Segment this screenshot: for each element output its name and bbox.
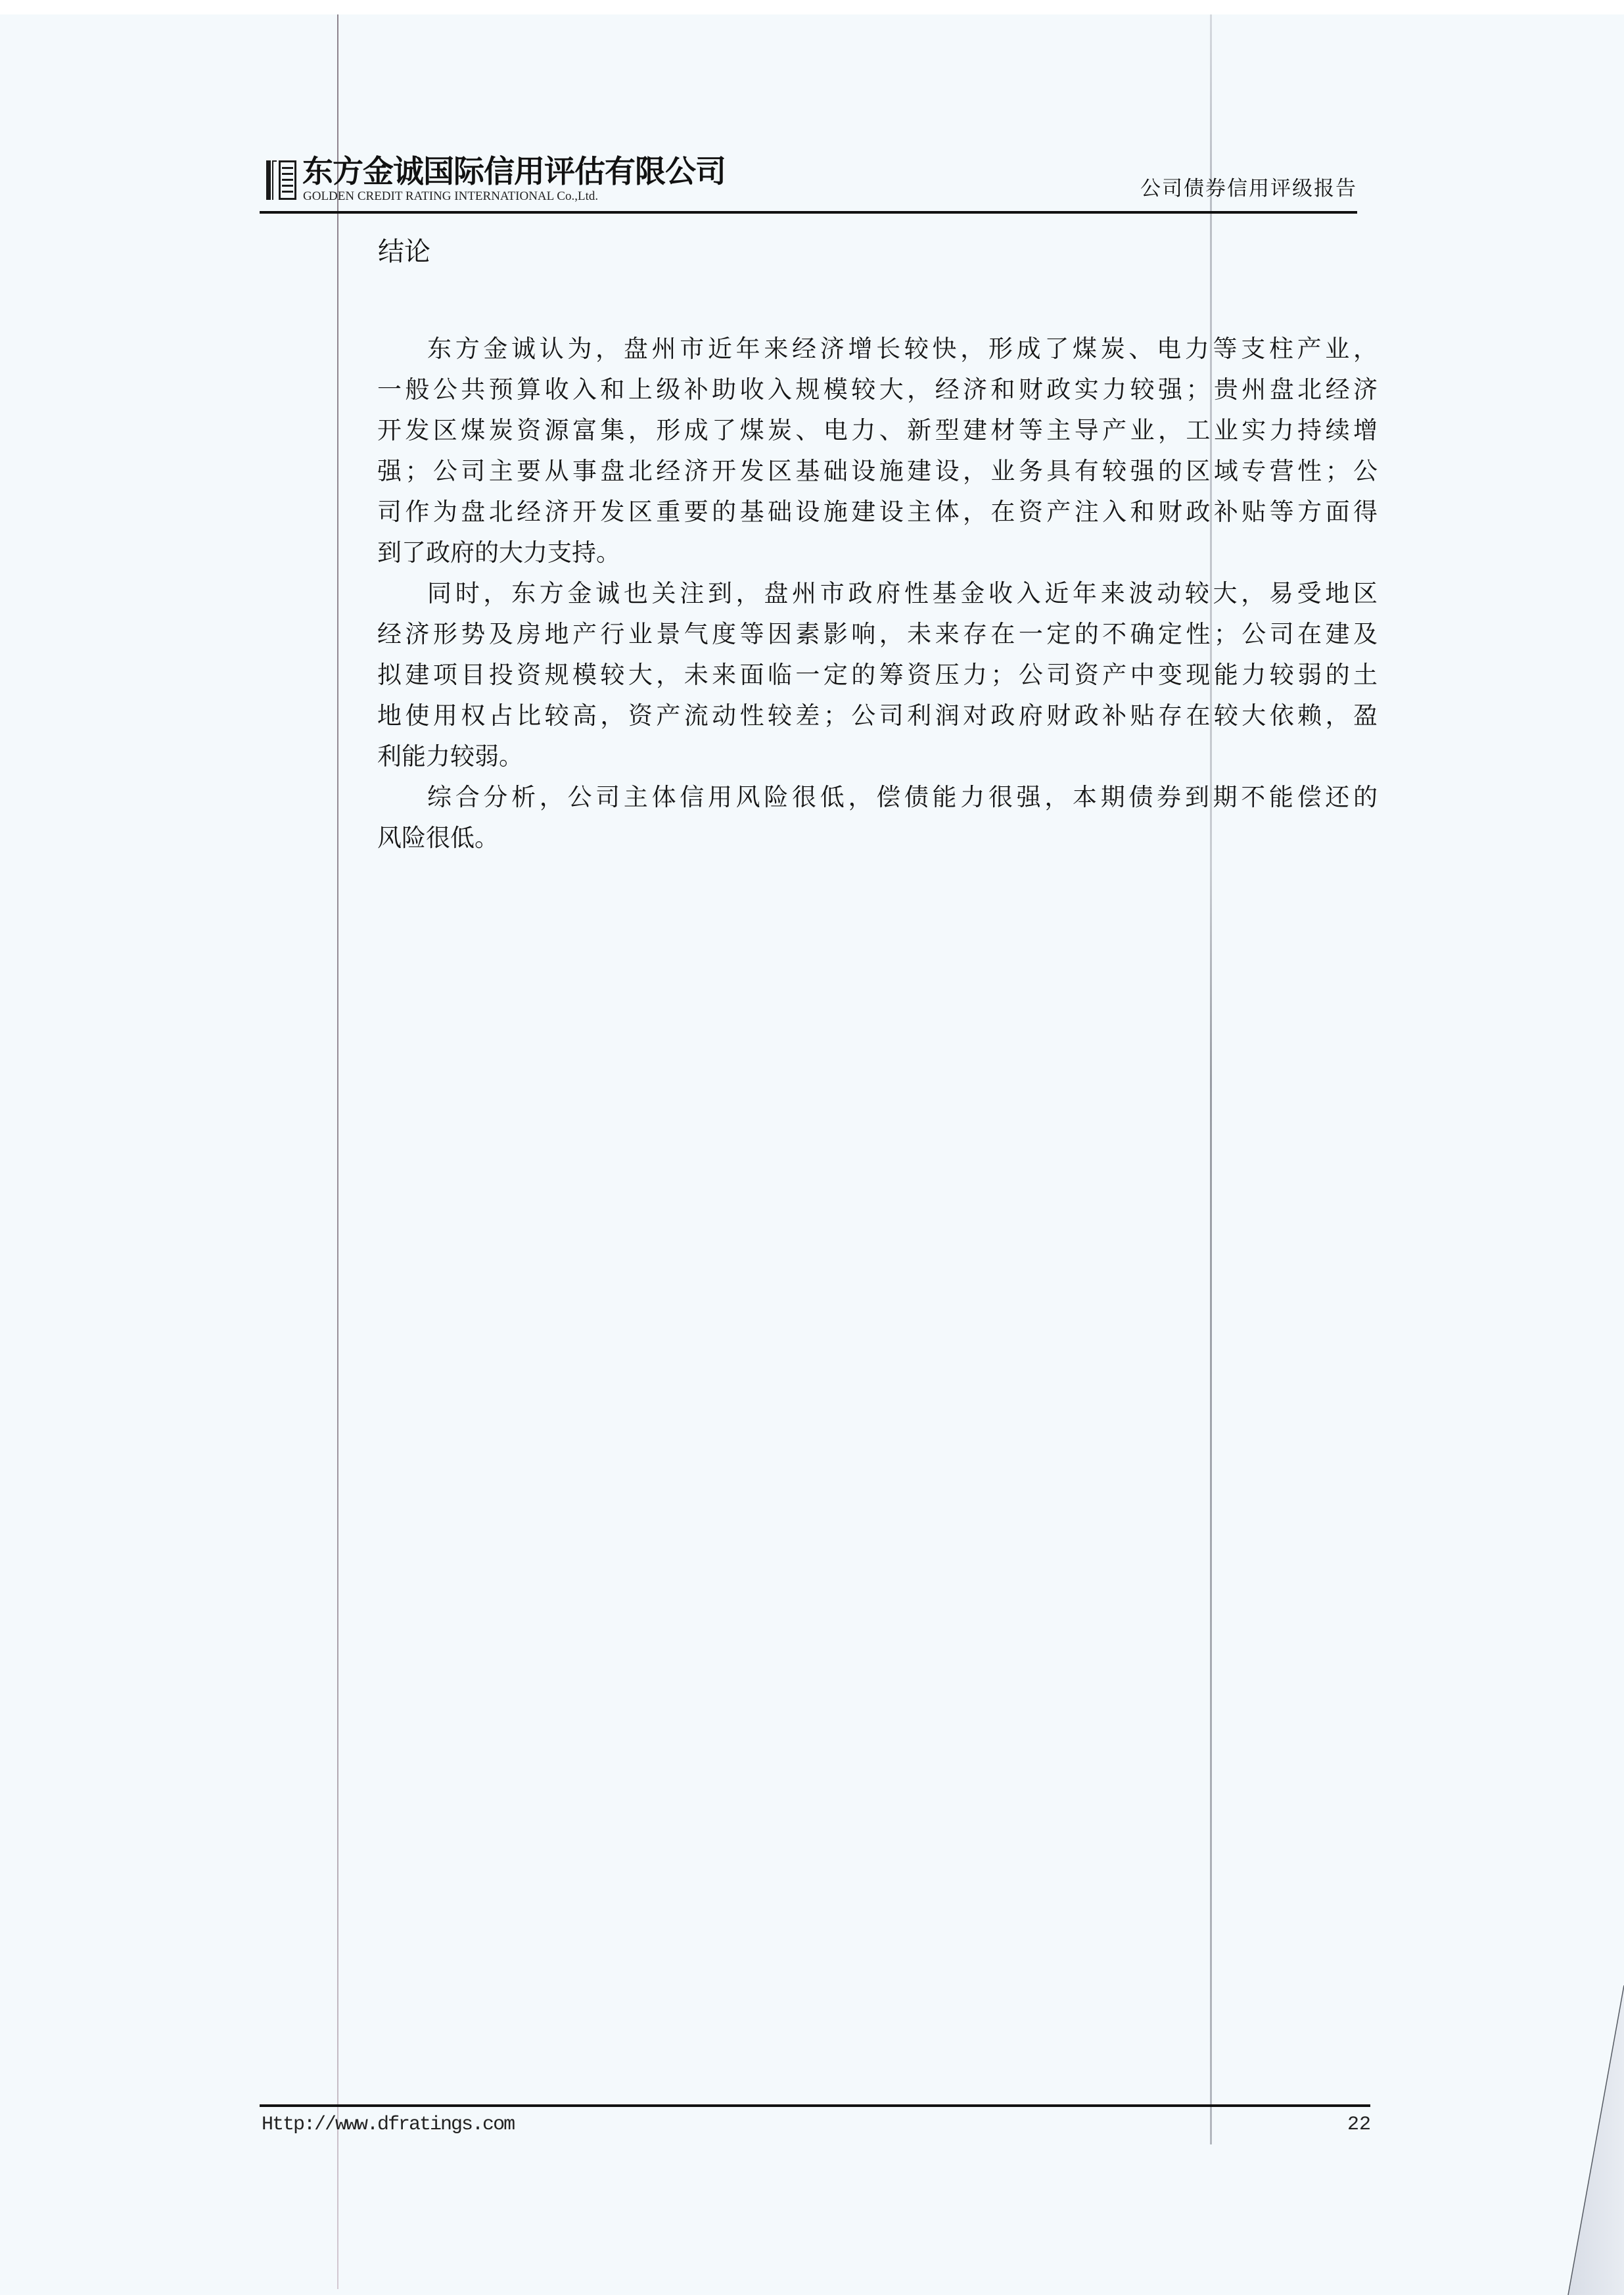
text-line: 强；公司主要从事盘北经济开发区基础设施建设，业务具有较强的区域专营性；公: [377, 457, 1378, 485]
text-line: 综合分析，公司主体信用风险很低，偿债能力很强，本期债券到期不能偿还的: [427, 783, 1378, 811]
footer-divider: [260, 2104, 1370, 2107]
page-number: 22: [1347, 2114, 1371, 2136]
paragraph-concerns: [377, 573, 1378, 777]
page-header: [260, 153, 1357, 216]
conclusion-body: [377, 329, 1378, 859]
text-line: 同时，东方金诚也关注到，盘州市政府性基金收入近年来波动较大，易受地区: [427, 579, 1378, 607]
text-line: 风险很低。: [377, 824, 499, 852]
text-line: 开发区煤炭资源富集，形成了煤炭、电力、新型建材等主导产业，工业实力持续增: [377, 416, 1378, 444]
scan-artifact-line-left: [337, 14, 338, 2289]
company-name-en: GOLDEN CREDIT RATING INTERNATIONAL Co.,Ltd.: [303, 189, 599, 203]
text-line: 利能力较弱。: [377, 742, 523, 770]
text-line: 地使用权占比较高，资产流动性较差；公司利润对政府财政补贴存在较大依赖，盈: [377, 701, 1378, 730]
text-line: 拟建项目投资规模较大，未来面临一定的筹资压力；公司资产中变现能力较弱的土: [377, 661, 1378, 689]
text-line: 东方金诚认为，盘州市近年来经济增长较快，形成了煤炭、电力等支柱产业，: [427, 335, 1378, 363]
website-link[interactable]: Http://www.dfratings.com: [262, 2114, 515, 2136]
text-line: 司作为盘北经济开发区重要的基础设施建设主体，在资产注入和财政补贴等方面得: [377, 498, 1378, 526]
section-title: 结论: [378, 237, 430, 267]
text-line: 一般公共预算收入和上级补助收入规模较大，经济和财政实力较强；贵州盘北经济: [377, 375, 1378, 404]
report-type-label: 公司债券信用评级报告: [1140, 177, 1357, 201]
paragraph-overall-assessment: [377, 329, 1378, 573]
text-line: 经济形势及房地产行业景气度等因素影响，未来存在一定的不确定性；公司在建及: [377, 620, 1378, 648]
header-divider: [260, 211, 1357, 214]
text-line: 到了政府的大力支持。: [377, 538, 620, 567]
company-name-cn: 东方金诚国际信用评估有限公司: [302, 154, 726, 190]
scan-top-margin: [0, 0, 1624, 14]
paragraph-summary: [377, 777, 1378, 859]
page-curl-corner-icon: [1564, 1985, 1624, 2295]
golden-credit-logo-icon: [266, 160, 296, 200]
